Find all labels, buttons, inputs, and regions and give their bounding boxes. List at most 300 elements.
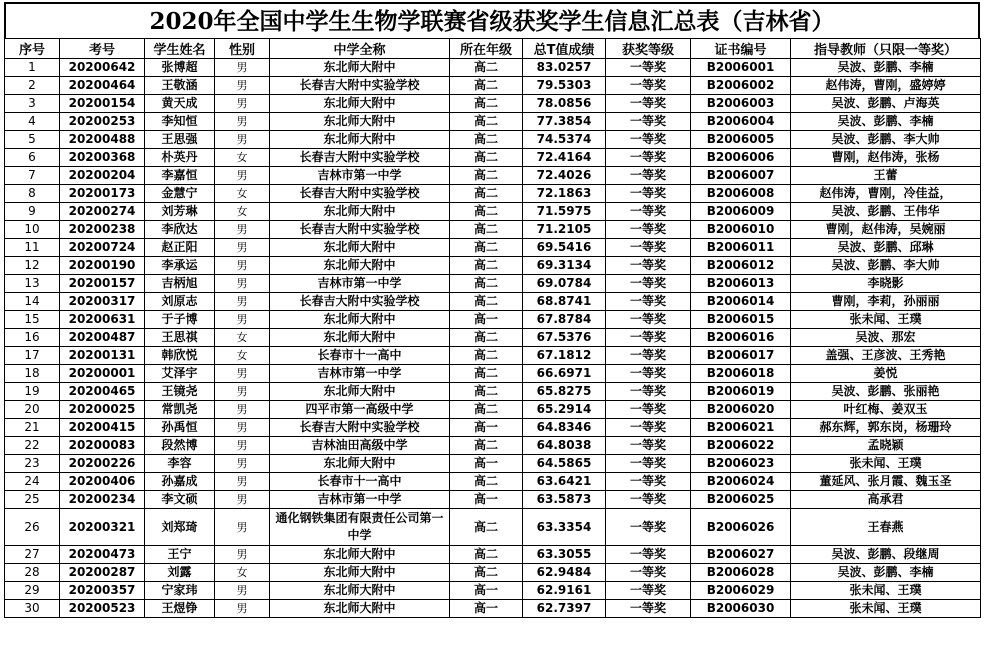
cell-grade[interactable]: 高二 — [450, 95, 523, 113]
cell-exam-id[interactable]: 20200415 — [60, 419, 145, 437]
cell-grade[interactable]: 高二 — [450, 131, 523, 149]
cell-cert[interactable]: B2006027 — [691, 546, 791, 564]
col-header-exam-id[interactable]: 考号 — [60, 39, 145, 59]
cell-exam-id[interactable]: 20200487 — [60, 329, 145, 347]
cell-grade[interactable]: 高二 — [450, 275, 523, 293]
cell-student-name[interactable]: 宁家玮 — [145, 582, 215, 600]
cell-no[interactable]: 27 — [5, 546, 60, 564]
cell-gender[interactable]: 男 — [215, 509, 270, 546]
cell-cert[interactable]: B2006002 — [691, 77, 791, 95]
cell-score[interactable]: 83.0257 — [523, 59, 606, 77]
cell-no[interactable]: 10 — [5, 221, 60, 239]
cell-cert[interactable]: B2006019 — [691, 383, 791, 401]
cell-cert[interactable]: B2006029 — [691, 582, 791, 600]
cell-cert[interactable]: B2006007 — [691, 167, 791, 185]
cell-cert[interactable]: B2006028 — [691, 564, 791, 582]
cell-exam-id[interactable]: 20200642 — [60, 59, 145, 77]
cell-grade[interactable]: 高二 — [450, 383, 523, 401]
cell-award[interactable]: 一等奖 — [606, 419, 691, 437]
cell-score[interactable]: 67.1812 — [523, 347, 606, 365]
cell-no[interactable]: 9 — [5, 203, 60, 221]
cell-cert[interactable]: B2006025 — [691, 491, 791, 509]
cell-school[interactable]: 吉林市第一中学 — [270, 491, 450, 509]
cell-teachers[interactable]: 吴波、彭鹏、李楠 — [791, 59, 981, 77]
cell-exam-id[interactable]: 20200488 — [60, 131, 145, 149]
cell-school[interactable]: 吉林市第一中学 — [270, 275, 450, 293]
cell-student-name[interactable]: 王思强 — [145, 131, 215, 149]
cell-grade[interactable]: 高一 — [450, 311, 523, 329]
cell-grade[interactable]: 高二 — [450, 347, 523, 365]
cell-award[interactable]: 一等奖 — [606, 167, 691, 185]
cell-exam-id[interactable]: 20200157 — [60, 275, 145, 293]
cell-gender[interactable]: 男 — [215, 113, 270, 131]
cell-cert[interactable]: B2006012 — [691, 257, 791, 275]
cell-school[interactable]: 东北师大附中 — [270, 564, 450, 582]
cell-award[interactable]: 一等奖 — [606, 365, 691, 383]
cell-school[interactable]: 吉林市第一中学 — [270, 167, 450, 185]
cell-award[interactable]: 一等奖 — [606, 401, 691, 419]
cell-grade[interactable]: 高二 — [450, 293, 523, 311]
cell-school[interactable]: 东北师大附中 — [270, 582, 450, 600]
cell-grade[interactable]: 高一 — [450, 419, 523, 437]
cell-school[interactable]: 东北师大附中 — [270, 257, 450, 275]
cell-exam-id[interactable]: 20200287 — [60, 564, 145, 582]
col-header-cert[interactable]: 证书编号 — [691, 39, 791, 59]
cell-student-name[interactable]: 王思祺 — [145, 329, 215, 347]
cell-score[interactable]: 64.8346 — [523, 419, 606, 437]
cell-score[interactable]: 64.5865 — [523, 455, 606, 473]
cell-cert[interactable]: B2006016 — [691, 329, 791, 347]
cell-award[interactable]: 一等奖 — [606, 113, 691, 131]
col-header-score[interactable]: 总T值成绩 — [523, 39, 606, 59]
cell-exam-id[interactable]: 20200357 — [60, 582, 145, 600]
cell-exam-id[interactable]: 20200523 — [60, 600, 145, 618]
cell-no[interactable]: 4 — [5, 113, 60, 131]
cell-student-name[interactable]: 刘郑琦 — [145, 509, 215, 546]
cell-school[interactable]: 通化钢铁集团有限责任公司第一中学 — [270, 509, 450, 546]
cell-cert[interactable]: B2006017 — [691, 347, 791, 365]
cell-score[interactable]: 62.9484 — [523, 564, 606, 582]
cell-grade[interactable]: 高二 — [450, 564, 523, 582]
cell-no[interactable]: 30 — [5, 600, 60, 618]
cell-teachers[interactable]: 王春燕 — [791, 509, 981, 546]
cell-cert[interactable]: B2006014 — [691, 293, 791, 311]
cell-gender[interactable]: 男 — [215, 546, 270, 564]
cell-teachers[interactable]: 王蕾 — [791, 167, 981, 185]
cell-teachers[interactable]: 曹刚，赵伟涛，吴婉丽 — [791, 221, 981, 239]
cell-award[interactable]: 一等奖 — [606, 329, 691, 347]
cell-teachers[interactable]: 吴波、彭鹏、李楠 — [791, 113, 981, 131]
cell-gender[interactable]: 男 — [215, 275, 270, 293]
cell-teachers[interactable]: 吴波、彭鹏、卢海英 — [791, 95, 981, 113]
cell-gender[interactable]: 女 — [215, 185, 270, 203]
cell-exam-id[interactable]: 20200001 — [60, 365, 145, 383]
cell-school[interactable]: 长春吉大附中实验学校 — [270, 221, 450, 239]
cell-student-name[interactable]: 常凯尧 — [145, 401, 215, 419]
cell-school[interactable]: 东北师大附中 — [270, 329, 450, 347]
cell-no[interactable]: 28 — [5, 564, 60, 582]
cell-gender[interactable]: 女 — [215, 203, 270, 221]
cell-score[interactable]: 79.5303 — [523, 77, 606, 95]
cell-exam-id[interactable]: 20200190 — [60, 257, 145, 275]
cell-grade[interactable]: 高二 — [450, 329, 523, 347]
cell-school[interactable]: 东北师大附中 — [270, 95, 450, 113]
cell-cert[interactable]: B2006020 — [691, 401, 791, 419]
cell-teachers[interactable]: 张未闻、王璞 — [791, 582, 981, 600]
cell-gender[interactable]: 男 — [215, 491, 270, 509]
cell-student-name[interactable]: 李容 — [145, 455, 215, 473]
cell-cert[interactable]: B2006023 — [691, 455, 791, 473]
cell-student-name[interactable]: 孙禹恒 — [145, 419, 215, 437]
cell-student-name[interactable]: 刘露 — [145, 564, 215, 582]
cell-teachers[interactable]: 吴波、彭鹏、段继周 — [791, 546, 981, 564]
cell-no[interactable]: 20 — [5, 401, 60, 419]
cell-score[interactable]: 65.8275 — [523, 383, 606, 401]
cell-teachers[interactable]: 高承君 — [791, 491, 981, 509]
cell-gender[interactable]: 女 — [215, 149, 270, 167]
cell-award[interactable]: 一等奖 — [606, 509, 691, 546]
cell-gender[interactable]: 女 — [215, 329, 270, 347]
cell-grade[interactable]: 高二 — [450, 77, 523, 95]
cell-student-name[interactable]: 李文硕 — [145, 491, 215, 509]
cell-cert[interactable]: B2006022 — [691, 437, 791, 455]
cell-no[interactable]: 1 — [5, 59, 60, 77]
cell-cert[interactable]: B2006026 — [691, 509, 791, 546]
cell-teachers[interactable]: 吴波、彭鹏、李楠 — [791, 564, 981, 582]
cell-award[interactable]: 一等奖 — [606, 383, 691, 401]
cell-grade[interactable]: 高一 — [450, 600, 523, 618]
cell-gender[interactable]: 男 — [215, 239, 270, 257]
cell-student-name[interactable]: 王宁 — [145, 546, 215, 564]
cell-exam-id[interactable]: 20200253 — [60, 113, 145, 131]
col-header-gender[interactable]: 性别 — [215, 39, 270, 59]
cell-gender[interactable]: 男 — [215, 455, 270, 473]
cell-student-name[interactable]: 赵正阳 — [145, 239, 215, 257]
cell-no[interactable]: 19 — [5, 383, 60, 401]
cell-exam-id[interactable]: 20200173 — [60, 185, 145, 203]
cell-exam-id[interactable]: 20200368 — [60, 149, 145, 167]
cell-student-name[interactable]: 韩欣悦 — [145, 347, 215, 365]
cell-teachers[interactable]: 张未闻、王璞 — [791, 311, 981, 329]
cell-school[interactable]: 长春市十一高中 — [270, 347, 450, 365]
cell-teachers[interactable]: 姜悦 — [791, 365, 981, 383]
cell-cert[interactable]: B2006021 — [691, 419, 791, 437]
cell-score[interactable]: 63.6421 — [523, 473, 606, 491]
cell-student-name[interactable]: 李欣达 — [145, 221, 215, 239]
cell-student-name[interactable]: 李知恒 — [145, 113, 215, 131]
cell-no[interactable]: 15 — [5, 311, 60, 329]
cell-no[interactable]: 8 — [5, 185, 60, 203]
cell-exam-id[interactable]: 20200083 — [60, 437, 145, 455]
cell-cert[interactable]: B2006015 — [691, 311, 791, 329]
cell-teachers[interactable]: 赵伟涛，曹刚，冷佳益， — [791, 185, 981, 203]
cell-school[interactable]: 东北师大附中 — [270, 59, 450, 77]
cell-school[interactable]: 吉林市第一中学 — [270, 365, 450, 383]
cell-no[interactable]: 12 — [5, 257, 60, 275]
cell-grade[interactable]: 高一 — [450, 455, 523, 473]
cell-grade[interactable]: 高二 — [450, 546, 523, 564]
cell-grade[interactable]: 高二 — [450, 203, 523, 221]
cell-exam-id[interactable]: 20200724 — [60, 239, 145, 257]
cell-school[interactable]: 东北师大附中 — [270, 383, 450, 401]
cell-cert[interactable]: B2006013 — [691, 275, 791, 293]
cell-gender[interactable]: 男 — [215, 437, 270, 455]
cell-grade[interactable]: 高二 — [450, 239, 523, 257]
cell-gender[interactable]: 男 — [215, 221, 270, 239]
cell-gender[interactable]: 男 — [215, 167, 270, 185]
cell-no[interactable]: 17 — [5, 347, 60, 365]
cell-gender[interactable]: 女 — [215, 564, 270, 582]
cell-exam-id[interactable]: 20200154 — [60, 95, 145, 113]
cell-no[interactable]: 24 — [5, 473, 60, 491]
cell-school[interactable]: 东北师大附中 — [270, 600, 450, 618]
cell-no[interactable]: 18 — [5, 365, 60, 383]
cell-exam-id[interactable]: 20200321 — [60, 509, 145, 546]
cell-score[interactable]: 63.3055 — [523, 546, 606, 564]
cell-grade[interactable]: 高二 — [450, 167, 523, 185]
cell-cert[interactable]: B2006024 — [691, 473, 791, 491]
cell-cert[interactable]: B2006003 — [691, 95, 791, 113]
cell-exam-id[interactable]: 20200226 — [60, 455, 145, 473]
cell-award[interactable]: 一等奖 — [606, 59, 691, 77]
cell-exam-id[interactable]: 20200238 — [60, 221, 145, 239]
cell-score[interactable]: 68.8741 — [523, 293, 606, 311]
cell-grade[interactable]: 高二 — [450, 113, 523, 131]
cell-teachers[interactable]: 孟晓颖 — [791, 437, 981, 455]
cell-score[interactable]: 69.0784 — [523, 275, 606, 293]
col-header-school[interactable]: 中学全称 — [270, 39, 450, 59]
cell-exam-id[interactable]: 20200131 — [60, 347, 145, 365]
cell-school[interactable]: 吉林油田高级中学 — [270, 437, 450, 455]
cell-grade[interactable]: 高二 — [450, 473, 523, 491]
cell-student-name[interactable]: 朴英丹 — [145, 149, 215, 167]
cell-grade[interactable]: 高二 — [450, 401, 523, 419]
cell-exam-id[interactable]: 20200317 — [60, 293, 145, 311]
cell-cert[interactable]: B2006006 — [691, 149, 791, 167]
cell-score[interactable]: 67.8784 — [523, 311, 606, 329]
cell-student-name[interactable]: 李承运 — [145, 257, 215, 275]
cell-award[interactable]: 一等奖 — [606, 564, 691, 582]
cell-cert[interactable]: B2006010 — [691, 221, 791, 239]
cell-gender[interactable]: 男 — [215, 383, 270, 401]
cell-score[interactable]: 78.0856 — [523, 95, 606, 113]
cell-teachers[interactable]: 吴波、彭鹏、邱琳 — [791, 239, 981, 257]
cell-student-name[interactable]: 艾泽宇 — [145, 365, 215, 383]
cell-grade[interactable]: 高二 — [450, 257, 523, 275]
cell-gender[interactable]: 男 — [215, 582, 270, 600]
cell-school[interactable]: 四平市第一高级中学 — [270, 401, 450, 419]
cell-teachers[interactable]: 吴波、彭鹏、李大帅 — [791, 257, 981, 275]
cell-grade[interactable]: 高二 — [450, 437, 523, 455]
cell-score[interactable]: 74.5374 — [523, 131, 606, 149]
cell-award[interactable]: 一等奖 — [606, 473, 691, 491]
cell-grade[interactable]: 高二 — [450, 509, 523, 546]
cell-award[interactable]: 一等奖 — [606, 491, 691, 509]
cell-score[interactable]: 72.4026 — [523, 167, 606, 185]
cell-award[interactable]: 一等奖 — [606, 203, 691, 221]
cell-exam-id[interactable]: 20200464 — [60, 77, 145, 95]
cell-grade[interactable]: 高二 — [450, 149, 523, 167]
cell-grade[interactable]: 高一 — [450, 491, 523, 509]
cell-teachers[interactable]: 张未闻、王璞 — [791, 455, 981, 473]
cell-teachers[interactable]: 李晓影 — [791, 275, 981, 293]
cell-teachers[interactable]: 吴波、彭鹏、李大帅 — [791, 131, 981, 149]
cell-gender[interactable]: 男 — [215, 600, 270, 618]
cell-award[interactable]: 一等奖 — [606, 347, 691, 365]
cell-gender[interactable]: 男 — [215, 131, 270, 149]
cell-gender[interactable]: 男 — [215, 59, 270, 77]
cell-teachers[interactable]: 盖强、王彦波、王秀艳 — [791, 347, 981, 365]
cell-teachers[interactable]: 张未闻、王璞 — [791, 600, 981, 618]
cell-student-name[interactable]: 孙嘉成 — [145, 473, 215, 491]
cell-score[interactable]: 71.2105 — [523, 221, 606, 239]
cell-teachers[interactable]: 董延风、张月霞、魏玉圣 — [791, 473, 981, 491]
cell-teachers[interactable]: 吴波、彭鹏、张丽艳 — [791, 383, 981, 401]
cell-school[interactable]: 东北师大附中 — [270, 131, 450, 149]
cell-no[interactable]: 2 — [5, 77, 60, 95]
cell-no[interactable]: 6 — [5, 149, 60, 167]
cell-cert[interactable]: B2006004 — [691, 113, 791, 131]
cell-award[interactable]: 一等奖 — [606, 293, 691, 311]
cell-student-name[interactable]: 金慧宁 — [145, 185, 215, 203]
col-header-grade[interactable]: 所在年级 — [450, 39, 523, 59]
cell-score[interactable]: 62.7397 — [523, 600, 606, 618]
cell-cert[interactable]: B2006001 — [691, 59, 791, 77]
cell-student-name[interactable]: 张博超 — [145, 59, 215, 77]
cell-award[interactable]: 一等奖 — [606, 77, 691, 95]
cell-teachers[interactable]: 曹刚，李莉，孙丽丽 — [791, 293, 981, 311]
cell-school[interactable]: 长春吉大附中实验学校 — [270, 419, 450, 437]
cell-student-name[interactable]: 王敬涵 — [145, 77, 215, 95]
cell-student-name[interactable]: 王镜尧 — [145, 383, 215, 401]
cell-gender[interactable]: 男 — [215, 311, 270, 329]
cell-grade[interactable]: 高二 — [450, 221, 523, 239]
cell-student-name[interactable]: 李嘉恒 — [145, 167, 215, 185]
cell-score[interactable]: 64.8038 — [523, 437, 606, 455]
cell-score[interactable]: 67.5376 — [523, 329, 606, 347]
cell-score[interactable]: 69.3134 — [523, 257, 606, 275]
cell-award[interactable]: 一等奖 — [606, 95, 691, 113]
cell-no[interactable]: 23 — [5, 455, 60, 473]
cell-student-name[interactable]: 刘芳琳 — [145, 203, 215, 221]
cell-grade[interactable]: 高二 — [450, 185, 523, 203]
cell-teachers[interactable]: 吴波、彭鹏、王伟华 — [791, 203, 981, 221]
cell-school[interactable]: 长春吉大附中实验学校 — [270, 77, 450, 95]
cell-gender[interactable]: 女 — [215, 347, 270, 365]
cell-score[interactable]: 66.6971 — [523, 365, 606, 383]
cell-award[interactable]: 一等奖 — [606, 239, 691, 257]
cell-exam-id[interactable]: 20200631 — [60, 311, 145, 329]
cell-no[interactable]: 16 — [5, 329, 60, 347]
cell-school[interactable]: 长春吉大附中实验学校 — [270, 185, 450, 203]
cell-teachers[interactable]: 曹刚，赵伟涛，张杨 — [791, 149, 981, 167]
col-header-no[interactable]: 序号 — [5, 39, 60, 59]
cell-teachers[interactable]: 叶红梅、姜双玉 — [791, 401, 981, 419]
cell-no[interactable]: 11 — [5, 239, 60, 257]
cell-school[interactable]: 东北师大附中 — [270, 203, 450, 221]
cell-award[interactable]: 一等奖 — [606, 546, 691, 564]
cell-exam-id[interactable]: 20200406 — [60, 473, 145, 491]
cell-school[interactable]: 东北师大附中 — [270, 546, 450, 564]
cell-exam-id[interactable]: 20200025 — [60, 401, 145, 419]
cell-student-name[interactable]: 于子博 — [145, 311, 215, 329]
cell-gender[interactable]: 男 — [215, 473, 270, 491]
cell-gender[interactable]: 男 — [215, 419, 270, 437]
cell-score[interactable]: 65.2914 — [523, 401, 606, 419]
cell-no[interactable]: 3 — [5, 95, 60, 113]
cell-exam-id[interactable]: 20200274 — [60, 203, 145, 221]
cell-teachers[interactable]: 赵伟涛，曹刚，盛婷婷 — [791, 77, 981, 95]
cell-no[interactable]: 7 — [5, 167, 60, 185]
cell-award[interactable]: 一等奖 — [606, 600, 691, 618]
cell-score[interactable]: 62.9161 — [523, 582, 606, 600]
cell-exam-id[interactable]: 20200465 — [60, 383, 145, 401]
cell-score[interactable]: 77.3854 — [523, 113, 606, 131]
cell-gender[interactable]: 男 — [215, 77, 270, 95]
cell-award[interactable]: 一等奖 — [606, 311, 691, 329]
cell-gender[interactable]: 男 — [215, 293, 270, 311]
col-header-name[interactable]: 学生姓名 — [145, 39, 215, 59]
cell-student-name[interactable]: 吉柄旭 — [145, 275, 215, 293]
cell-school[interactable]: 东北师大附中 — [270, 455, 450, 473]
cell-teachers[interactable]: 吴波、那宏 — [791, 329, 981, 347]
cell-no[interactable]: 29 — [5, 582, 60, 600]
cell-no[interactable]: 5 — [5, 131, 60, 149]
cell-award[interactable]: 一等奖 — [606, 455, 691, 473]
cell-score[interactable]: 69.5416 — [523, 239, 606, 257]
cell-grade[interactable]: 高二 — [450, 365, 523, 383]
cell-score[interactable]: 72.1863 — [523, 185, 606, 203]
cell-no[interactable]: 25 — [5, 491, 60, 509]
cell-no[interactable]: 13 — [5, 275, 60, 293]
cell-student-name[interactable]: 黄天成 — [145, 95, 215, 113]
cell-school[interactable]: 东北师大附中 — [270, 113, 450, 131]
cell-cert[interactable]: B2006005 — [691, 131, 791, 149]
cell-award[interactable]: 一等奖 — [606, 149, 691, 167]
cell-grade[interactable]: 高一 — [450, 582, 523, 600]
cell-exam-id[interactable]: 20200204 — [60, 167, 145, 185]
cell-cert[interactable]: B2006018 — [691, 365, 791, 383]
cell-score[interactable]: 63.3354 — [523, 509, 606, 546]
cell-award[interactable]: 一等奖 — [606, 221, 691, 239]
cell-cert[interactable]: B2006008 — [691, 185, 791, 203]
cell-gender[interactable]: 男 — [215, 401, 270, 419]
cell-gender[interactable]: 男 — [215, 257, 270, 275]
cell-cert[interactable]: B2006009 — [691, 203, 791, 221]
col-header-teachers[interactable]: 指导教师（只限一等奖） — [791, 39, 981, 59]
cell-award[interactable]: 一等奖 — [606, 131, 691, 149]
cell-school[interactable]: 长春市十一高中 — [270, 473, 450, 491]
cell-gender[interactable]: 男 — [215, 365, 270, 383]
cell-cert[interactable]: B2006011 — [691, 239, 791, 257]
cell-no[interactable]: 14 — [5, 293, 60, 311]
cell-award[interactable]: 一等奖 — [606, 275, 691, 293]
cell-exam-id[interactable]: 20200234 — [60, 491, 145, 509]
cell-no[interactable]: 26 — [5, 509, 60, 546]
cell-student-name[interactable]: 王煜铮 — [145, 600, 215, 618]
cell-no[interactable]: 21 — [5, 419, 60, 437]
cell-award[interactable]: 一等奖 — [606, 582, 691, 600]
col-header-award[interactable]: 获奖等级 — [606, 39, 691, 59]
cell-award[interactable]: 一等奖 — [606, 185, 691, 203]
cell-student-name[interactable]: 刘原志 — [145, 293, 215, 311]
cell-school[interactable]: 长春吉大附中实验学校 — [270, 293, 450, 311]
cell-gender[interactable]: 男 — [215, 95, 270, 113]
cell-school[interactable]: 东北师大附中 — [270, 311, 450, 329]
cell-cert[interactable]: B2006030 — [691, 600, 791, 618]
cell-score[interactable]: 63.5873 — [523, 491, 606, 509]
cell-score[interactable]: 71.5975 — [523, 203, 606, 221]
